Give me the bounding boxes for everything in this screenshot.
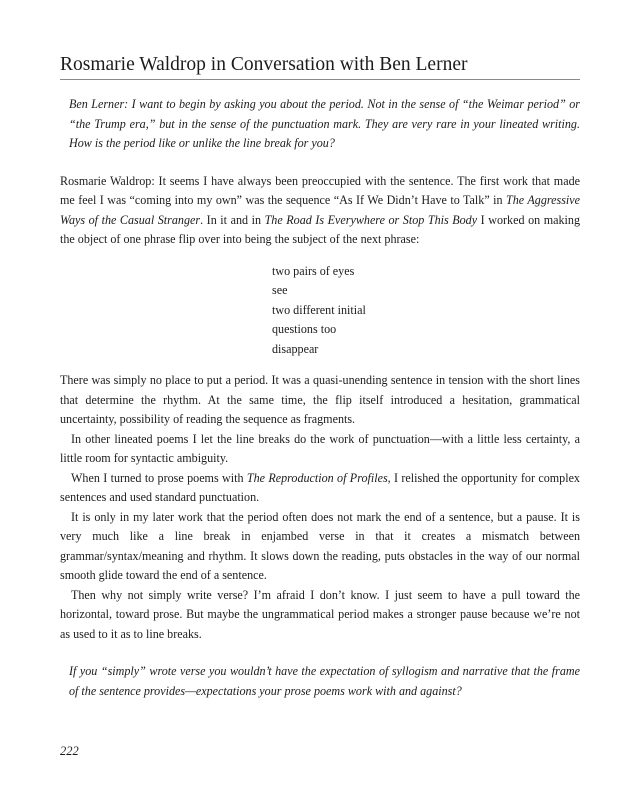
interviewer-question-2: If you “simply” wrote verse you wouldn’t have the expectation of syllogism and narrative that the frame of the sentence provides—expectations your prose poems work with and against? — [69, 664, 580, 698]
poem-line: two pairs of eyes — [272, 263, 355, 278]
answer-paragraph-5: It is only in my later work that the period often does not mark the end of a sentence, but a pause. It is very much like a line break in enjambed verse in that it creates a mismatch between grammar/syntax/meaning and rhythm. It slows down the reading, puts obstacles in the way of our normal smooth glide toward the end of a sentence. — [60, 509, 580, 582]
answer-paragraph-2: There was simply no place to put a period. It was a quasi-unending sentence in tension with the short lines that determine the rhythm. At the same time, the flip itself introduced a hesitation, grammatical uncertainty, possibility of reading the sequence as fragments. — [60, 373, 580, 426]
poem-line: disappear — [272, 341, 319, 356]
header-rule — [60, 79, 580, 80]
interviewer-question-1: Ben Lerner: I want to begin by asking you about the period. Not in the sense of “the Weimar period” or “the Trump era,” but in the sense of the punctuation mark. They are very rare in your lineated writing. How is the period like or unlike the line break for you? — [69, 97, 580, 150]
answer-text-2: . In it and in — [200, 212, 265, 227]
poem-line: see — [272, 283, 288, 297]
para4-text-1: When I turned to prose poems with — [71, 470, 247, 485]
answer-paragraph-4 — [60, 469, 580, 508]
poem-line: two different initial — [272, 302, 366, 317]
book-title-road-is-everywhere: The Road Is Everywhere or Stop This Body — [264, 212, 478, 227]
para4-text-2: , I relished the opportunity for complex sentences and used standard punctuation. — [60, 470, 580, 504]
poem-excerpt — [272, 262, 580, 360]
book-title-aggressive-ways: The Aggressive Ways of the Casual Stranger — [60, 193, 581, 227]
page-number: 222 — [60, 744, 79, 758]
poem-line: questions too — [272, 322, 337, 336]
running-header: Rosmarie Waldrop in Conversation with Ben Lerner — [60, 54, 468, 75]
answer-paragraph-1 — [60, 172, 580, 250]
answer-paragraph-3: In other lineated poems I let the line breaks do the work of punctuation—with a little less certainty, a little room for syntactic ambiguity. — [60, 431, 580, 465]
answer-paragraph-6: Then why not simply write verse? I’m afraid I don’t know. I just seem to have a pull toward the horizontal, toward prose. But maybe the ungrammatical period makes a stronger pause because we’re not as used to it as to line breaks. — [60, 587, 580, 641]
answer-text-1: Rosmarie Waldrop: It seems I have always been preoccupied with the sentence. The first work that made me feel I was “coming into my own” was the sequence “As If We Didn’t Have to Talk” in — [60, 173, 580, 207]
article-body — [60, 95, 580, 701]
book-title-reproduction-of-profiles: The Reproduction of Profiles — [246, 470, 388, 485]
answer-text-3: I worked on making the object of one phrase flip over into being the subject of the next phrase: — [60, 212, 580, 246]
